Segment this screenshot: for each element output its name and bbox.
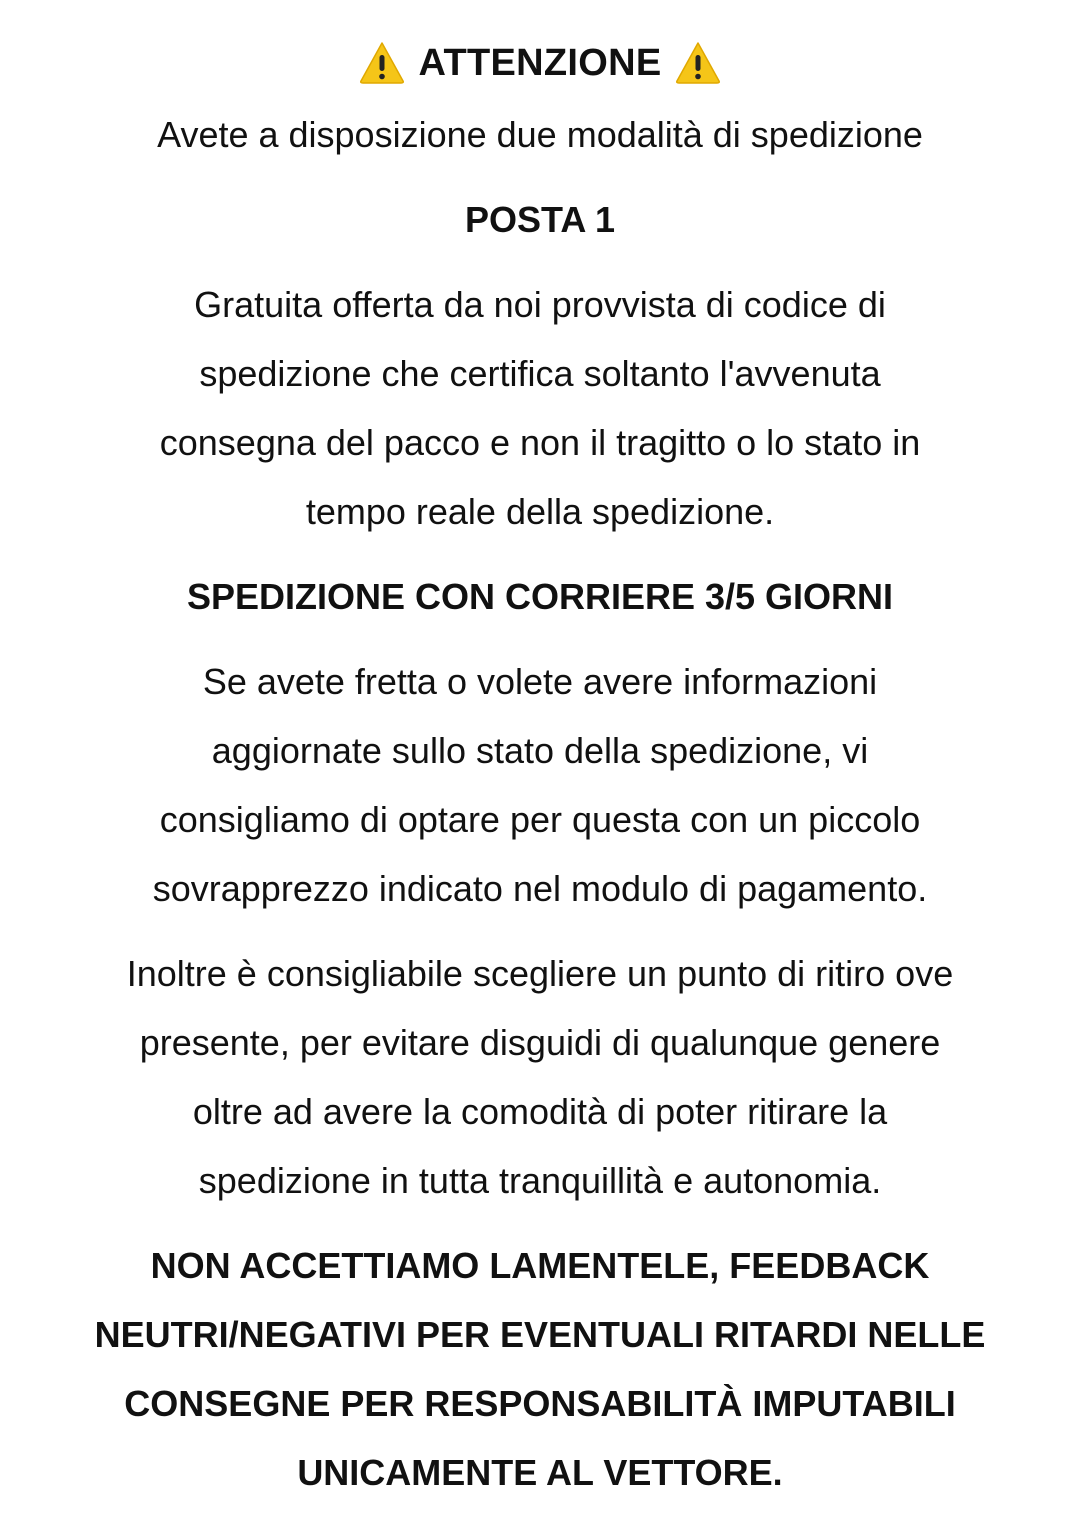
- text-line: spedizione in tutta tranquillità e autonomia.: [198, 1160, 882, 1201]
- text-line: CONSEGNE PER RESPONSABILITÀ IMPUTABILI: [124, 1383, 956, 1424]
- text-line: NON ACCETTIAMO LAMENTELE, FEEDBACK: [150, 1245, 930, 1286]
- notice-title: ATTENZIONE: [418, 41, 662, 84]
- text-line: consegna del pacco e non il tragitto o lo stato in: [159, 422, 921, 463]
- text-line: presente, per evitare disguidi di qualunque genere: [139, 1022, 941, 1063]
- option1-heading: POSTA 1: [464, 199, 616, 240]
- option2-heading: SPEDIZIONE CON CORRIERE 3/5 GIORNI: [186, 576, 894, 617]
- text-line: spedizione che certifica soltanto l'avvenuta: [199, 353, 881, 394]
- text-line: Gratuita offerta da noi provvista di codice di: [194, 284, 886, 325]
- text-line: tempo reale della spedizione.: [305, 491, 775, 532]
- text-line: aggiornate sullo stato della spedizione, vi: [211, 730, 869, 771]
- text-line: Se avete fretta o volete avere informazioni: [202, 661, 878, 702]
- text-line: sovrapprezzo indicato nel modulo di pagamento.: [152, 868, 928, 909]
- text-line: UNICAMENTE AL VETTORE.: [297, 1452, 783, 1493]
- text-line: consigliamo di optare per questa con un piccolo: [159, 799, 921, 840]
- intro-text: Avete a disposizione due modalità di spedizione: [157, 114, 923, 155]
- text-line: NEUTRI/NEGATIVI PER EVENTUALI RITARDI NELLE: [94, 1314, 986, 1355]
- option1-description: [60, 270, 1020, 546]
- disclaimer: [60, 1231, 1020, 1507]
- option2-description: [60, 647, 1020, 923]
- pickup-advice: [60, 939, 1020, 1215]
- text-line: Inoltre è consigliabile scegliere un punto di ritiro ove: [126, 953, 954, 994]
- warning-icon: [359, 40, 405, 86]
- warning-icon: [675, 40, 721, 86]
- notice-header: [60, 34, 1020, 92]
- text-line: oltre ad avere la comodità di poter ritirare la: [192, 1091, 888, 1132]
